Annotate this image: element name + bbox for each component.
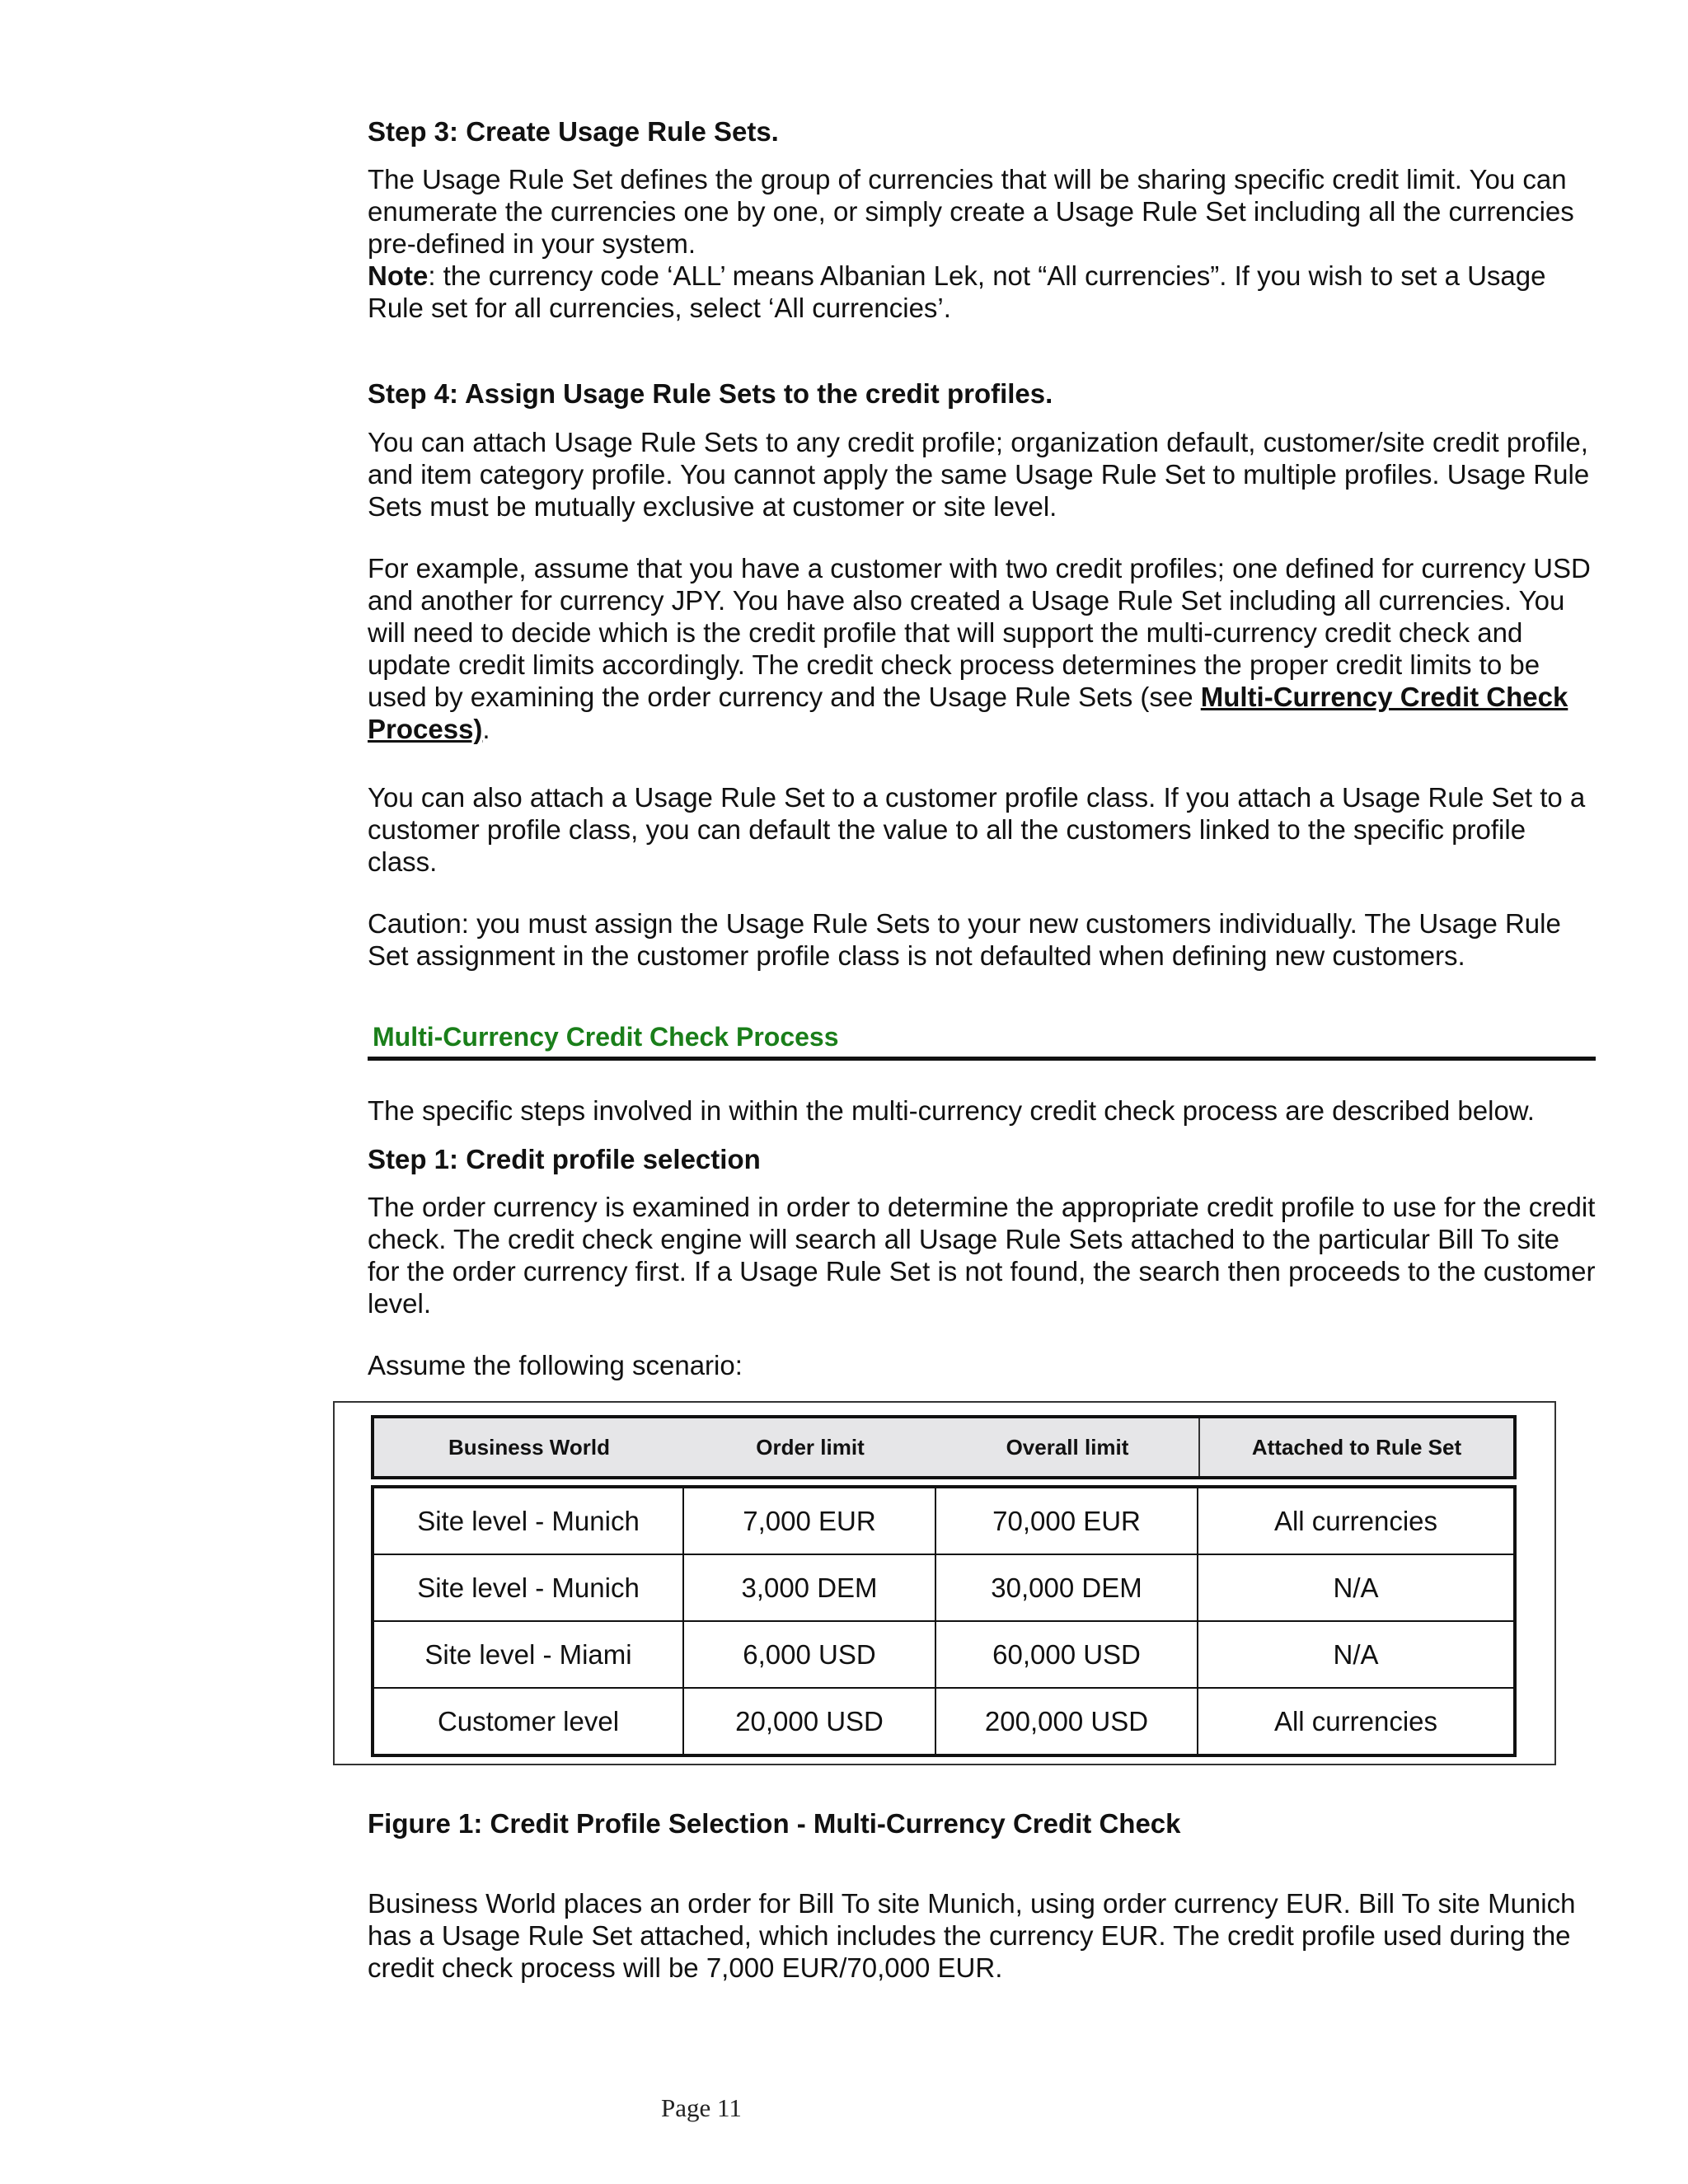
step4-para2 — [368, 552, 1596, 745]
cell-order-limit: 3,000 DEM — [683, 1554, 935, 1621]
step4-para2-end: . — [482, 714, 490, 744]
section-step1-heading: Step 1: Credit profile selection — [368, 1144, 761, 1174]
section-divider — [368, 1057, 1596, 1061]
table-row — [373, 1554, 1515, 1621]
cell-overall-limit: 200,000 USD — [935, 1688, 1198, 1755]
step4-para1: You can attach Usage Rule Sets to any credit profile; organization default, customer/site credit profile, and item category profile. You cannot apply the same Usage Rule Set to multiple profiles. Usage Rule Sets must be mutually exclusive at customer or site level. — [368, 427, 1590, 522]
header-attached-rule-set: Attached to Rule Set — [1199, 1417, 1515, 1478]
cell-order-limit: 7,000 EUR — [683, 1487, 935, 1554]
cell-rule-set: N/A — [1198, 1554, 1515, 1621]
header-business-world: Business World — [448, 1434, 610, 1460]
note-label: Note — [368, 260, 429, 291]
table-row — [373, 1688, 1515, 1755]
section-title: Multi-Currency Credit Check Process — [373, 1022, 839, 1052]
step4-para4: Caution: you must assign the Usage Rule Sets to your new customers individually. The Usage Rule Set assignment in the customer profile class is not defaulted when defining new customers. — [368, 908, 1561, 971]
section-step1-text: The order currency is examined in order to determine the appropriate credit profile to use for the credit check. The credit check engine will search all Usage Rule Sets attached to the particular Bill To site for the order currency first. If a Usage Rule Set is not found, the search then proceeds to the customer level. — [368, 1192, 1596, 1319]
cell-rule-set: All currencies — [1198, 1487, 1515, 1554]
cell-rule-set: N/A — [1198, 1621, 1515, 1688]
figure-caption: Figure 1: Credit Profile Selection - Multi-Currency Credit Check — [368, 1808, 1181, 1839]
header-order-limit: Order limit — [756, 1434, 865, 1460]
cell-business-world: Site level - Munich — [373, 1554, 683, 1621]
step4-para3: You can also attach a Usage Rule Set to a customer profile class. If you attach a Usage Rule Set to a customer profile class, you can default the value to all the customers linked to the specific profile class. — [368, 782, 1586, 877]
closing-paragraph: Business World places an order for Bill To site Munich, using order currency EUR. Bill To site Munich has a Usage Rule Set attached, which includes the currency EUR. The credit profile used during the credit check process will be 7,000 EUR/70,000 EUR. — [368, 1888, 1576, 1983]
step3-heading: Step 3: Create Usage Rule Sets. — [368, 116, 779, 147]
cell-business-world: Site level - Munich — [373, 1487, 683, 1554]
step3-body: The Usage Rule Set defines the group of currencies that will be sharing specific credit limit. You can enumerate the currencies one by one, or simply create a Usage Rule Set including all the currencies pre-defined in your system. — [368, 164, 1574, 259]
cell-overall-limit: 70,000 EUR — [935, 1487, 1198, 1554]
section-intro: The specific steps involved in within the multi-currency credit check process are described below. — [368, 1095, 1535, 1126]
cell-business-world: Site level - Miami — [373, 1621, 683, 1688]
page-number: Page 11 — [661, 2093, 742, 2122]
cell-overall-limit: 30,000 DEM — [935, 1554, 1198, 1621]
table-header — [371, 1415, 1517, 1479]
step4-para2-text: For example, assume that you have a customer with two credit profiles; one defined for currency USD and another for currency JPY. You have also created a Usage Rule Set including all currencies. You will need to decide which is the credit profile that will support the multi-currency credit check and update credit limits accordingly. The credit check process determines the proper credit limits to be used by examining the order currency and the Usage Rule Sets (see — [368, 553, 1591, 712]
scenario-text: Assume the following scenario: — [368, 1350, 743, 1380]
cell-overall-limit: 60,000 USD — [935, 1621, 1198, 1688]
header-overall-limit: Overall limit — [1006, 1434, 1129, 1460]
table-row — [373, 1487, 1515, 1554]
cell-order-limit: 6,000 USD — [683, 1621, 935, 1688]
step3-text — [368, 163, 1596, 324]
table-row — [373, 1621, 1515, 1688]
note-text: : the currency code ‘ALL’ means Albanian Lek, not “All currencies”. If you wish to set a Usage Rule set for all currencies, select ‘All currencies’. — [368, 260, 1546, 323]
scenario-table — [371, 1485, 1517, 1757]
step4-heading: Step 4: Assign Usage Rule Sets to the credit profiles. — [368, 378, 1053, 409]
cell-rule-set: All currencies — [1198, 1688, 1515, 1755]
cell-business-world: Customer level — [373, 1688, 683, 1755]
cell-order-limit: 20,000 USD — [683, 1688, 935, 1755]
multi-currency-process-link[interactable]: Multi-Currency Credit Check Process) — [368, 682, 1568, 744]
